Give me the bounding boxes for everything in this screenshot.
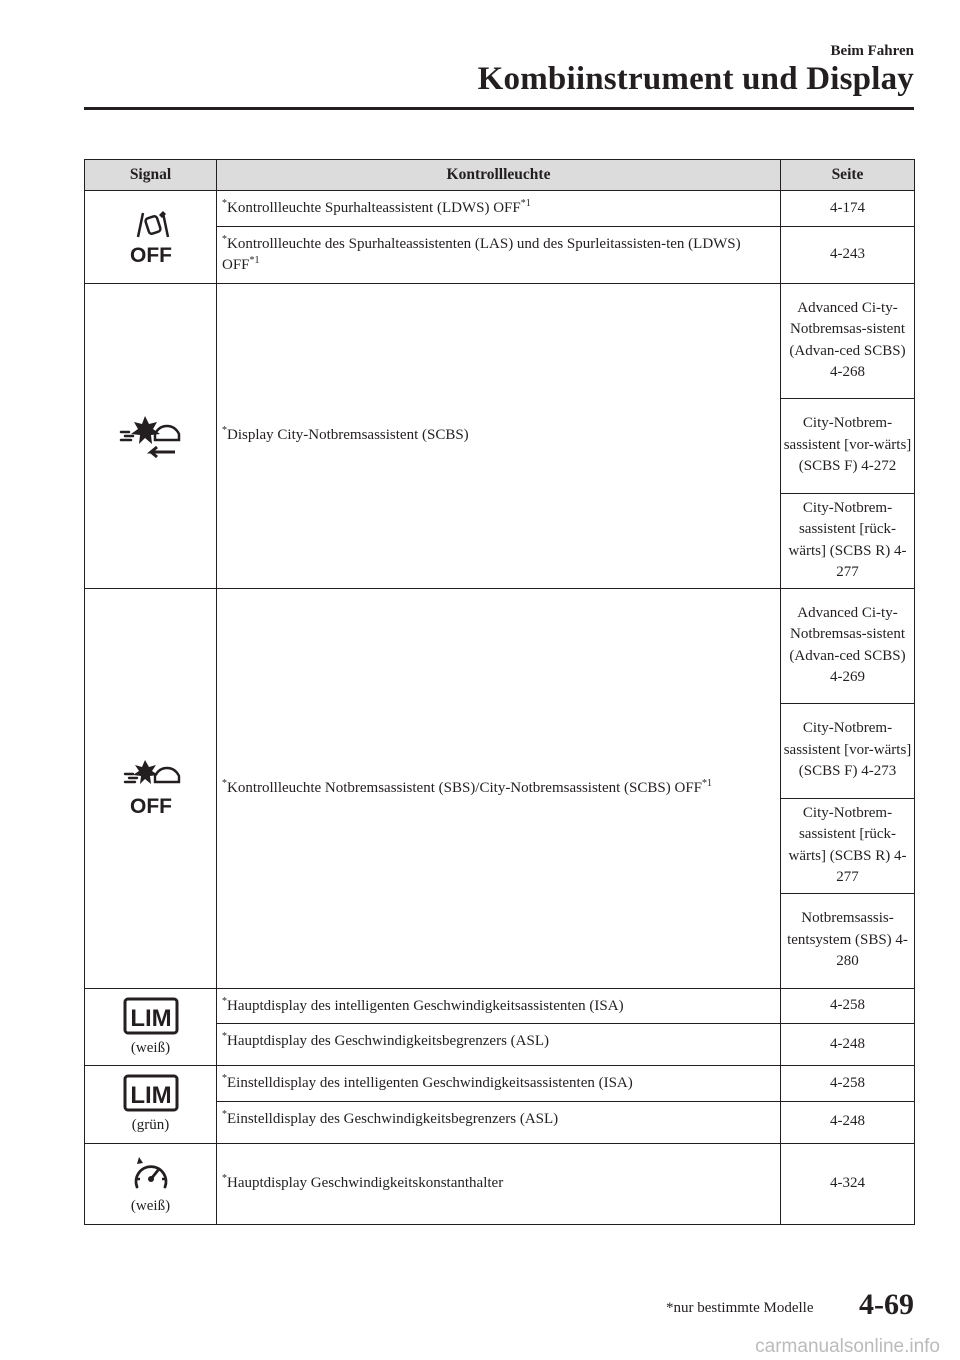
page-cell: Advanced Ci-ty-Notbremsas-sistent (Advan-ced SCBS) 4-268 xyxy=(781,283,915,398)
page-cell: 4-248 xyxy=(781,1101,915,1143)
description-cell: *Hauptdisplay des intelligenten Geschwindigkeitsassistenten (ISA) xyxy=(217,988,781,1024)
page-cell: Notbremsassis-tentsystem (SBS) 4-280 xyxy=(781,893,915,988)
page-cell: City-Notbrem-sassistent [vor-wärts] (SCBS F) 4-272 xyxy=(781,398,915,493)
lim-label: LIM xyxy=(129,1082,172,1110)
description-cell: *Einstelldisplay des intelligenten Geschwindigkeitsassistenten (ISA) xyxy=(217,1066,781,1102)
signal-cell xyxy=(85,988,217,1066)
page-title: Kombiinstrument und Display xyxy=(477,61,914,97)
table-row xyxy=(85,283,915,398)
col-header-page: Seite xyxy=(781,160,915,191)
off-label: OFF xyxy=(129,243,172,267)
lim-label: LIM xyxy=(129,1004,172,1032)
col-header-light: Kontrollleuchte xyxy=(217,160,781,191)
page-cell: 4-243 xyxy=(781,226,915,283)
page-header xyxy=(478,42,914,98)
icon-caption: (weiß) xyxy=(130,1039,171,1056)
table-row xyxy=(85,1143,915,1224)
description-cell: *Display City-Notbremsassistent (SCBS) xyxy=(217,283,781,588)
signal-cell xyxy=(85,588,217,988)
page-cell: City-Notbrem-sassistent [rück-wärts] (SCBS R) 4-277 xyxy=(781,493,915,588)
icon-caption: (weiß) xyxy=(130,1197,171,1214)
signal-cell xyxy=(85,1066,217,1144)
header-rule xyxy=(84,107,914,110)
description-cell: *Hauptdisplay Geschwindigkeitskonstanthalter xyxy=(217,1143,781,1224)
signal-cell xyxy=(85,191,217,284)
description-cell: *Kontrollleuchte Spurhalteassistent (LDWS) OFF$^{*1}$ xyxy=(217,191,781,227)
table-row xyxy=(85,191,915,227)
watermark: carmanualsonline.info xyxy=(755,1336,940,1357)
table-header-row xyxy=(85,160,915,191)
page-cell: City-Notbrem-sassistent [rück-wärts] (SCBS R) 4-277 xyxy=(781,798,915,893)
lane-departure-off-icon xyxy=(121,207,181,267)
speed-limiter-lim-icon xyxy=(123,997,179,1035)
signal-cell xyxy=(85,283,217,588)
description-cell: *Hauptdisplay des Geschwindigkeitsbegrenzers (ASL) xyxy=(217,1024,781,1066)
speed-limiter-lim-icon xyxy=(123,1074,179,1112)
page-cell: City-Notbrem-sassistent [vor-wärts] (SCBS F) 4-273 xyxy=(781,703,915,798)
description-cell: *Kontrollleuchte Notbremsassistent (SBS)/City-Notbremsassistent (SCBS) OFF$^{*1}$ xyxy=(217,588,781,988)
indicator-table xyxy=(84,159,915,1225)
page-cell: 4-258 xyxy=(781,1066,915,1102)
col-header-signal: Signal xyxy=(85,160,217,191)
page-cell: 4-324 xyxy=(781,1143,915,1224)
page-cell: 4-258 xyxy=(781,988,915,1024)
cruise-control-icon xyxy=(129,1153,173,1193)
page-cell: Advanced Ci-ty-Notbremsas-sistent (Advan-ced SCBS) 4-269 xyxy=(781,588,915,703)
page-number: 4-69 xyxy=(859,1288,914,1321)
description-cell: *Kontrollleuchte des Spurhalteassistenten (LAS) und des Spurleitassisten-ten (LDWS) OFF$^{*1}$ xyxy=(217,226,781,283)
page-cell: 4-248 xyxy=(781,1024,915,1066)
brake-assist-off-icon xyxy=(119,756,183,820)
description-cell: *Einstelldisplay des Geschwindigkeitsbegrenzers (ASL) xyxy=(217,1101,781,1143)
table-row xyxy=(85,1066,915,1102)
table-row xyxy=(85,988,915,1024)
collision-warning-icon xyxy=(115,410,187,462)
footnote: *nur bestimmte Modelle xyxy=(666,1300,814,1316)
section-label: Beim Fahren xyxy=(830,43,914,59)
signal-cell xyxy=(85,1143,217,1224)
icon-caption: (grün) xyxy=(131,1117,170,1134)
page-cell: 4-174 xyxy=(781,191,915,227)
off-label: OFF xyxy=(129,795,172,818)
table-row xyxy=(85,588,915,703)
